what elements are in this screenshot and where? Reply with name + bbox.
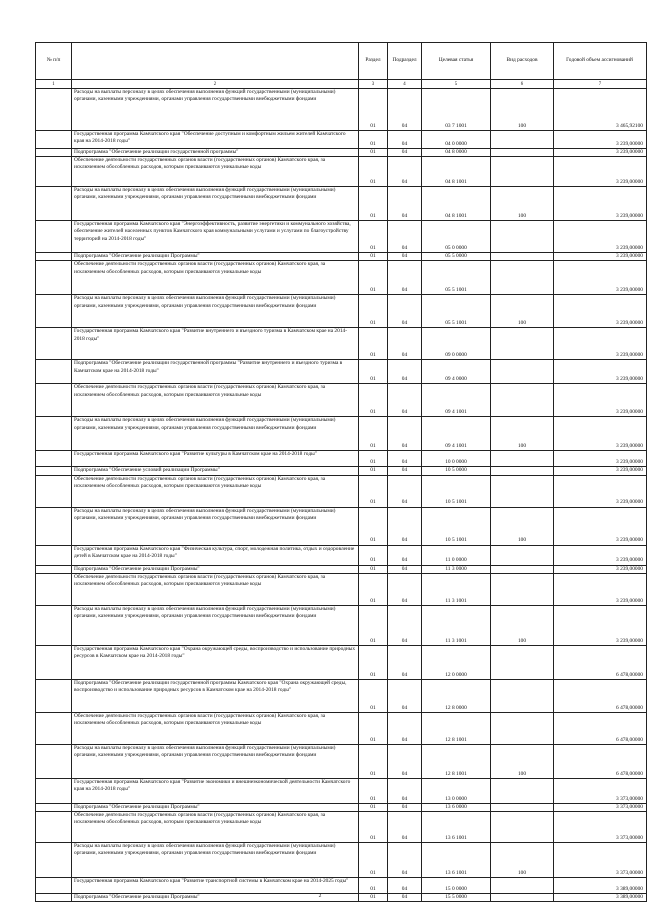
- row-subsection-cell: 04: [388, 573, 422, 605]
- row-expense-type-cell: [491, 712, 554, 744]
- row-name-cell: Расходы на выплаты персоналу в целях обеспечения выполнения функций государственными (муниципальными) органами, казенными учреждениями, органами управления государственными внебюджетными фондами: [72, 295, 359, 328]
- row-article-cell: 11 3 0000: [422, 565, 491, 573]
- row-section-cell: 01: [359, 149, 388, 157]
- column-number-cell: 1: [36, 80, 72, 89]
- row-section-cell: 01: [359, 679, 388, 712]
- table-row: [36, 605, 647, 645]
- row-name-cell: Подпрограмма "Обеспечение реализации государственной программы Камчатского края "Охрана окружающей среды, воспроизводство и использование природных ресурсов в Камчатском крае на 2014-2018 годы": [72, 679, 359, 712]
- row-num-cell: [36, 253, 72, 261]
- row-amount-cell: 3 239,00000: [554, 507, 647, 545]
- row-article-cell: 09 4 1001: [422, 417, 491, 451]
- row-amount-cell: 3 239,00000: [554, 295, 647, 328]
- column-number-row: [36, 80, 647, 89]
- row-name-cell: Обеспечение деятельности государственных органов власти (государственных органов) Камчатского края, за исключением обособленных расходов, которым присваиваются уникальные коды: [72, 261, 359, 295]
- row-name-cell: Подпрограмма "Обеспечение реализации Программы": [72, 894, 359, 902]
- row-num-cell: [36, 803, 72, 811]
- row-num-cell: [36, 565, 72, 573]
- row-num-cell: [36, 475, 72, 507]
- table-row: [36, 467, 647, 475]
- row-name-cell: Государственная программа Камчатского края "Охрана окружающей среды, воспроизводство и использование природных ресурсов в Камчатском крае на 2014-2018 годы": [72, 645, 359, 679]
- row-expense-type-cell: [491, 812, 554, 843]
- column-number-cell: 5: [422, 80, 491, 89]
- row-subsection-cell: 04: [388, 89, 422, 131]
- row-num-cell: [36, 712, 72, 744]
- row-section-cell: 01: [359, 878, 388, 894]
- row-section-cell: 01: [359, 803, 388, 811]
- row-expense-type-cell: [491, 475, 554, 507]
- row-expense-type-cell: [491, 149, 554, 157]
- row-section-cell: 01: [359, 712, 388, 744]
- row-subsection-cell: 04: [388, 605, 422, 645]
- row-amount-cell: 6 478,00000: [554, 679, 647, 712]
- row-article-cell: 13 6 1001: [422, 843, 491, 878]
- row-num-cell: [36, 778, 72, 803]
- header-amount: Годовой объем ассигнований: [554, 43, 647, 80]
- row-name-cell: Подпрограмма "Обеспечение реализации Программы": [72, 565, 359, 573]
- table-row: [36, 328, 647, 360]
- table-row: [36, 843, 647, 878]
- budget-table: [35, 42, 647, 902]
- row-name-cell: Подпрограмма "Обеспечение реализации Программы": [72, 803, 359, 811]
- table-row: [36, 645, 647, 679]
- column-number-cell: 3: [359, 80, 388, 89]
- row-expense-type-cell: [491, 573, 554, 605]
- row-num-cell: [36, 744, 72, 778]
- row-section-cell: 01: [359, 545, 388, 565]
- row-section-cell: 01: [359, 744, 388, 778]
- row-amount-cell: 3 239,00000: [554, 253, 647, 261]
- row-article-cell: 11 0 0000: [422, 545, 491, 565]
- row-expense-type-cell: [491, 157, 554, 187]
- row-section-cell: 01: [359, 451, 388, 467]
- row-expense-type-cell: [491, 645, 554, 679]
- row-article-cell: 10 5 1001: [422, 507, 491, 545]
- row-subsection-cell: 04: [388, 417, 422, 451]
- row-num-cell: [36, 878, 72, 894]
- row-amount-cell: 3 373,00000: [554, 803, 647, 811]
- row-name-cell: Подпрограмма "Обеспечение реализации Программы": [72, 253, 359, 261]
- row-name-cell: Расходы на выплаты персоналу в целях обеспечения выполнения функций государственными (муниципальными) органами, казенными учреждениями, органами управления государственными внебюджетными фондами: [72, 507, 359, 545]
- row-num-cell: [36, 417, 72, 451]
- row-subsection-cell: 04: [388, 149, 422, 157]
- row-article-cell: 04 8 1001: [422, 157, 491, 187]
- row-name-cell: Государственная программа Камчатского края "Обеспечение доступным и комфортным жильем жителей Камчатского края на 2014-2018 годы": [72, 131, 359, 149]
- row-num-cell: [36, 157, 72, 187]
- row-article-cell: 05 5 1001: [422, 295, 491, 328]
- row-amount-cell: 3 239,00000: [554, 605, 647, 645]
- column-number-cell: 4: [388, 80, 422, 89]
- row-name-cell: Обеспечение деятельности государственных органов власти (государственных органов) Камчатского края, за исключением обособленных расходов, которым присваиваются уникальные коды: [72, 384, 359, 417]
- row-article-cell: 09 4 0000: [422, 360, 491, 384]
- row-amount-cell: 3 239,00000: [554, 328, 647, 360]
- table-row: [36, 261, 647, 295]
- row-article-cell: 13 0 0000: [422, 778, 491, 803]
- row-subsection-cell: 04: [388, 712, 422, 744]
- row-amount-cell: 3 239,00000: [554, 221, 647, 253]
- row-num-cell: [36, 221, 72, 253]
- row-article-cell: 10 5 1001: [422, 475, 491, 507]
- table-row: [36, 878, 647, 894]
- row-num-cell: [36, 467, 72, 475]
- row-article-cell: 09 0 0000: [422, 328, 491, 360]
- row-section-cell: 01: [359, 360, 388, 384]
- row-num-cell: [36, 328, 72, 360]
- row-section-cell: 01: [359, 131, 388, 149]
- row-article-cell: 12 8 1001: [422, 744, 491, 778]
- row-subsection-cell: 04: [388, 131, 422, 149]
- row-article-cell: 12 8 0000: [422, 679, 491, 712]
- row-section-cell: 01: [359, 812, 388, 843]
- row-subsection-cell: 04: [388, 744, 422, 778]
- row-section-cell: 01: [359, 894, 388, 902]
- row-name-cell: Расходы на выплаты персоналу в целях обеспечения выполнения функций государственными (муниципальными) органами, казенными учреждениями, органами управления государственными внебюджетными фондами: [72, 187, 359, 221]
- row-subsection-cell: 04: [388, 645, 422, 679]
- row-article-cell: 05 5 1001: [422, 261, 491, 295]
- table-row: [36, 712, 647, 744]
- row-article-cell: 13 6 1001: [422, 812, 491, 843]
- row-section-cell: 01: [359, 295, 388, 328]
- row-subsection-cell: 04: [388, 545, 422, 565]
- row-expense-type-cell: [491, 467, 554, 475]
- row-amount-cell: 3 239,00000: [554, 149, 647, 157]
- table-row: [36, 744, 647, 778]
- row-article-cell: 05 5 0000: [422, 253, 491, 261]
- row-amount-cell: 3 239,00000: [554, 467, 647, 475]
- table-row: [36, 89, 647, 131]
- table-row: [36, 384, 647, 417]
- row-num-cell: [36, 384, 72, 417]
- header-num: № п/п: [36, 43, 72, 80]
- row-num-cell: [36, 149, 72, 157]
- row-subsection-cell: 04: [388, 565, 422, 573]
- row-expense-type-cell: [491, 545, 554, 565]
- row-expense-type-cell: 100: [491, 89, 554, 131]
- row-subsection-cell: 04: [388, 679, 422, 712]
- row-amount-cell: 3 239,00000: [554, 417, 647, 451]
- row-name-cell: Государственная программа Камчатского края "Развитие транспортной системы в Камчатском крае на 2014-2025 годы": [72, 878, 359, 894]
- row-section-cell: 01: [359, 778, 388, 803]
- row-article-cell: 09 4 1001: [422, 384, 491, 417]
- row-num-cell: [36, 605, 72, 645]
- row-expense-type-cell: [491, 131, 554, 149]
- row-subsection-cell: 04: [388, 778, 422, 803]
- row-expense-type-cell: [491, 253, 554, 261]
- row-section-cell: 01: [359, 417, 388, 451]
- row-expense-type-cell: [491, 221, 554, 253]
- row-num-cell: [36, 573, 72, 605]
- row-num-cell: [36, 360, 72, 384]
- row-subsection-cell: 04: [388, 475, 422, 507]
- row-amount-cell: 3 239,00000: [554, 187, 647, 221]
- row-amount-cell: 6 478,00000: [554, 744, 647, 778]
- row-num-cell: [36, 679, 72, 712]
- row-num-cell: [36, 451, 72, 467]
- row-subsection-cell: 04: [388, 803, 422, 811]
- row-section-cell: 01: [359, 573, 388, 605]
- row-article-cell: 12 0 0000: [422, 645, 491, 679]
- row-section-cell: 01: [359, 221, 388, 253]
- row-section-cell: 01: [359, 475, 388, 507]
- column-number-cell: 2: [72, 80, 359, 89]
- row-name-cell: Подпрограмма "Обеспечение условий реализации Программы": [72, 467, 359, 475]
- row-num-cell: [36, 295, 72, 328]
- row-section-cell: 01: [359, 843, 388, 878]
- row-expense-type-cell: 100: [491, 744, 554, 778]
- row-subsection-cell: 04: [388, 253, 422, 261]
- budget-table-sheet: [35, 42, 643, 902]
- row-name-cell: Государственная программа Камчатского края "Развитие внутреннего и въездного туризма в Камчатском крае на 2014-2018 годы": [72, 328, 359, 360]
- row-amount-cell: 3 373,00000: [554, 812, 647, 843]
- row-article-cell: 04 0 0000: [422, 131, 491, 149]
- row-num-cell: [36, 645, 72, 679]
- row-subsection-cell: 04: [388, 878, 422, 894]
- row-amount-cell: 3 465,92100: [554, 89, 647, 131]
- header-article: Целевая статья: [422, 43, 491, 80]
- row-subsection-cell: 04: [388, 328, 422, 360]
- table-row: [36, 360, 647, 384]
- row-subsection-cell: 04: [388, 451, 422, 467]
- row-name-cell: Подпрограмма "Обеспечение реализации государственной программы "Развитие внутреннего и въездного туризма в Камчатском крае на 2014-2018 годы": [72, 360, 359, 384]
- row-subsection-cell: 04: [388, 157, 422, 187]
- row-article-cell: 04 8 0000: [422, 149, 491, 157]
- row-section-cell: 01: [359, 261, 388, 295]
- row-name-cell: Расходы на выплаты персоналу в целях обеспечения выполнения функций государственными (муниципальными) органами, казенными учреждениями, органами управления государственными внебюджетными фондами: [72, 744, 359, 778]
- table-row: [36, 451, 647, 467]
- row-section-cell: 01: [359, 253, 388, 261]
- row-num-cell: [36, 507, 72, 545]
- row-name-cell: Расходы на выплаты персоналу в целях обеспечения выполнения функций государственными (муниципальными) органами, казенными учреждениями, органами управления государственными внебюджетными фондами: [72, 605, 359, 645]
- row-name-cell: Государственная программа Камчатского края "Энергоэффективность, развитие энергетики и коммунального хозяйства, обеспечение жителей населенных пунктов Камчатского края коммунальными услугами и услугами по благоустройству территорий на 2014-2018 годы": [72, 221, 359, 253]
- row-amount-cell: 6 478,00000: [554, 712, 647, 744]
- row-expense-type-cell: 100: [491, 843, 554, 878]
- row-name-cell: Обеспечение деятельности государственных органов власти (государственных органов) Камчатского края, за исключением обособленных расходов, которым присваиваются уникальные коды: [72, 712, 359, 744]
- table-row: [36, 417, 647, 451]
- header-name: [72, 43, 359, 80]
- row-num-cell: [36, 131, 72, 149]
- row-name-cell: Расходы на выплаты персоналу в целях обеспечения выполнения функций государственными (муниципальными) органами, казенными учреждениями, органами управления государственными внебюджетными фондами: [72, 417, 359, 451]
- row-expense-type-cell: [491, 261, 554, 295]
- row-article-cell: 10 5 0000: [422, 467, 491, 475]
- row-name-cell: Государственная программа Камчатского края "Физическая культура, спорт, молодежная политика, отдых и оздоровление детей в Камчатском крае на 2014-2018 годы": [72, 545, 359, 565]
- row-article-cell: 04 8 1001: [422, 187, 491, 221]
- table-row: [36, 803, 647, 811]
- row-section-cell: 01: [359, 157, 388, 187]
- row-article-cell: 12 8 1001: [422, 712, 491, 744]
- row-name-cell: Обеспечение деятельности государственных органов власти (государственных органов) Камчатского края, за исключением обособленных расходов, которым присваиваются уникальные коды: [72, 475, 359, 507]
- row-num-cell: [36, 89, 72, 131]
- row-num-cell: [36, 187, 72, 221]
- row-name-cell: Государственная программа Камчатского края "Развитие культуры в Камчатском крае на 2014-2018 годы": [72, 451, 359, 467]
- column-number-cell: 6: [491, 80, 554, 89]
- table-row: [36, 157, 647, 187]
- row-name-cell: Обеспечение деятельности государственных органов власти (государственных органов) Камчатского края, за исключением обособленных расходов, которым присваиваются уникальные коды: [72, 812, 359, 843]
- row-amount-cell: 3 239,00000: [554, 384, 647, 417]
- row-expense-type-cell: [491, 565, 554, 573]
- table-row: [36, 545, 647, 565]
- row-num-cell: [36, 261, 72, 295]
- row-amount-cell: 3 239,00000: [554, 545, 647, 565]
- row-section-cell: 01: [359, 384, 388, 417]
- row-section-cell: 01: [359, 507, 388, 545]
- table-row: [36, 812, 647, 843]
- row-article-cell: 11 3 1001: [422, 605, 491, 645]
- row-subsection-cell: 04: [388, 360, 422, 384]
- row-expense-type-cell: [491, 803, 554, 811]
- table-row: [36, 131, 647, 149]
- row-amount-cell: 3 239,00000: [554, 573, 647, 605]
- row-amount-cell: 3 239,00000: [554, 565, 647, 573]
- row-article-cell: 05 0 0000: [422, 221, 491, 253]
- row-section-cell: 01: [359, 328, 388, 360]
- row-expense-type-cell: [491, 778, 554, 803]
- row-amount-cell: 3 373,00000: [554, 843, 647, 878]
- table-row: [36, 253, 647, 261]
- row-amount-cell: 3 239,00000: [554, 360, 647, 384]
- header-section: Раздел: [359, 43, 388, 80]
- row-expense-type-cell: 100: [491, 187, 554, 221]
- row-expense-type-cell: [491, 878, 554, 894]
- row-section-cell: 01: [359, 187, 388, 221]
- row-section-cell: 01: [359, 89, 388, 131]
- header-subsection: Подраздел: [388, 43, 422, 80]
- table-row: [36, 573, 647, 605]
- header-row: [36, 43, 647, 80]
- row-amount-cell: 3 239,00000: [554, 451, 647, 467]
- row-amount-cell: 6 478,00000: [554, 645, 647, 679]
- row-section-cell: 01: [359, 565, 388, 573]
- row-expense-type-cell: 100: [491, 295, 554, 328]
- row-subsection-cell: 04: [388, 187, 422, 221]
- table-row: [36, 565, 647, 573]
- row-article-cell: 11 3 1001: [422, 573, 491, 605]
- table-row: [36, 295, 647, 328]
- row-num-cell: [36, 545, 72, 565]
- row-name-cell: Расходы на выплаты персоналу в целях обеспечения выполнения функций государственными (муниципальными) органами, казенными учреждениями, органами управления государственными внебюджетными фондами: [72, 843, 359, 878]
- row-subsection-cell: 04: [388, 507, 422, 545]
- table-row: [36, 187, 647, 221]
- row-expense-type-cell: 100: [491, 507, 554, 545]
- row-section-cell: 01: [359, 467, 388, 475]
- row-expense-type-cell: [491, 360, 554, 384]
- table-row: [36, 149, 647, 157]
- row-expense-type-cell: [491, 328, 554, 360]
- row-amount-cell: 3 373,00000: [554, 778, 647, 803]
- row-expense-type-cell: [491, 451, 554, 467]
- row-amount-cell: 3 389,00000: [554, 878, 647, 894]
- row-num-cell: [36, 812, 72, 843]
- row-expense-type-cell: 100: [491, 605, 554, 645]
- row-amount-cell: 3 239,00000: [554, 261, 647, 295]
- row-subsection-cell: 04: [388, 261, 422, 295]
- table-row: [36, 778, 647, 803]
- row-amount-cell: 3 239,00000: [554, 131, 647, 149]
- row-subsection-cell: 04: [388, 295, 422, 328]
- row-subsection-cell: 04: [388, 843, 422, 878]
- table-row: [36, 507, 647, 545]
- row-num-cell: [36, 843, 72, 878]
- row-section-cell: 01: [359, 605, 388, 645]
- row-article-cell: 15 5 0000: [422, 894, 491, 902]
- row-subsection-cell: 04: [388, 384, 422, 417]
- row-subsection-cell: 04: [388, 812, 422, 843]
- row-expense-type-cell: [491, 384, 554, 417]
- row-expense-type-cell: [491, 679, 554, 712]
- table-row: [36, 221, 647, 253]
- row-subsection-cell: 04: [388, 221, 422, 253]
- table-body: [36, 89, 647, 902]
- row-article-cell: 10 0 0000: [422, 451, 491, 467]
- column-number-cell: 7: [554, 80, 647, 89]
- page-number: 2: [318, 893, 322, 899]
- row-name-cell: Расходы на выплаты персоналу в целях обеспечения выполнения функций государственными (муниципальными) органами, казенными учреждениями, органами управления государственными внебюджетными фондами: [72, 89, 359, 131]
- row-article-cell: 13 6 0000: [422, 803, 491, 811]
- table-row: [36, 475, 647, 507]
- row-name-cell: Государственная программа Камчатского края "Развитие экономики и внешнеэкономической деятельности Камчатского края на 2014-2018 годы": [72, 778, 359, 803]
- row-name-cell: Подпрограмма "Обеспечение реализации государственной программы": [72, 149, 359, 157]
- row-expense-type-cell: 100: [491, 417, 554, 451]
- row-amount-cell: 3 239,00000: [554, 157, 647, 187]
- row-article-cell: 15 0 0000: [422, 878, 491, 894]
- row-amount-cell: 3 389,00000: [554, 894, 647, 902]
- row-subsection-cell: 04: [388, 467, 422, 475]
- row-article-cell: 03 7 1001: [422, 89, 491, 131]
- row-section-cell: 01: [359, 645, 388, 679]
- row-amount-cell: 3 239,00000: [554, 475, 647, 507]
- row-subsection-cell: 04: [388, 894, 422, 902]
- table-row: [36, 679, 647, 712]
- row-name-cell: Обеспечение деятельности государственных органов власти (государственных органов) Камчатского края, за исключением обособленных расходов, которым присваиваются уникальные коды: [72, 573, 359, 605]
- row-name-cell: Обеспечение деятельности государственных органов власти (государственных органов) Камчатского края, за исключением обособленных расходов, которым присваиваются уникальные коды: [72, 157, 359, 187]
- header-expense-type: Вид расходов: [491, 43, 554, 80]
